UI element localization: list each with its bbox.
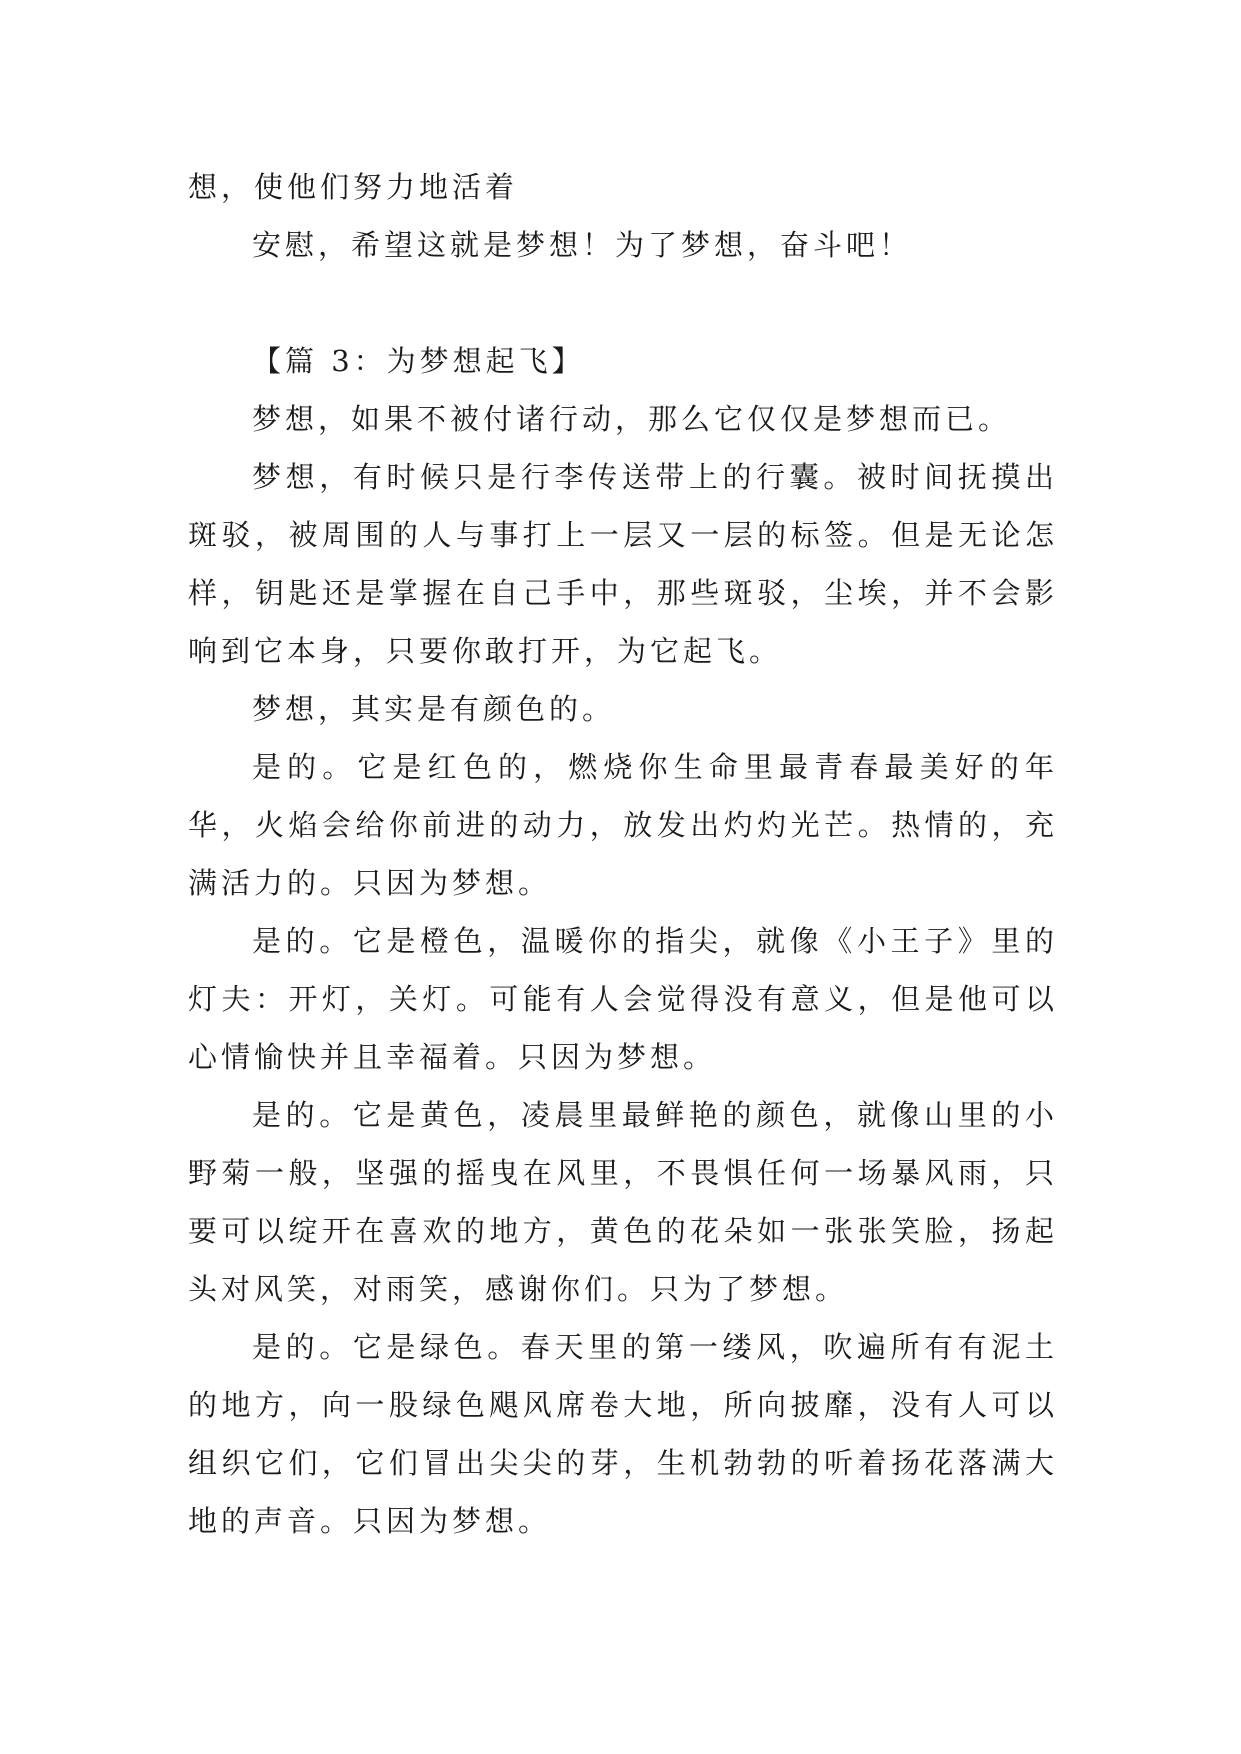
paragraph: 是的。它是橙色，温暖你的指尖，就像《小王子》里的灯夫：开灯，关灯。可能有人会觉得没有意义，但是他可以心情愉快并且幸福着。只因为梦想。 [188, 924, 1058, 1074]
document-body [188, 158, 1058, 1550]
paragraph: 梦想，有时候只是行李传送带上的行囊。被时间抚摸出斑驳，被周围的人与事打上一层又一层的标签。但是无论怎样，钥匙还是掌握在自己手中，那些斑驳，尘埃，并不会影响到它本身，只要你敢打开，为它起飞。 [188, 460, 1058, 668]
section-heading: 【篇 3：为梦想起飞】 [252, 344, 585, 378]
paragraph: 梦想，其实是有颜色的。 [252, 692, 616, 726]
paragraph: 是的。它是绿色。春天里的第一缕风，吹遍所有有泥土的地方，向一股绿色飓风席卷大地，所向披靡，没有人可以组织它们，它们冒出尖尖的芽，生机勃勃的听着扬花落满大地的声音。只因为梦想。 [188, 1330, 1058, 1538]
paragraph: 是的。它是黄色，凌晨里最鲜艳的颜色，就像山里的小野菊一般，坚强的摇曳在风里，不畏惧任何一场暴风雨，只要可以绽开在喜欢的地方，黄色的花朵如一张张笑脸，扬起头对风笑，对雨笑，感谢你们。只为了梦想。 [188, 1098, 1058, 1306]
paragraph-continuation: 想，使他们努力地活着 [188, 170, 519, 204]
paragraph: 安慰，希望这就是梦想！为了梦想，奋斗吧！ [252, 228, 913, 262]
paragraph: 梦想，如果不被付诸行动，那么它仅仅是梦想而已。 [252, 402, 1012, 436]
paragraph-gap [188, 274, 1058, 332]
paragraph: 是的。它是红色的，燃烧你生命里最青春最美好的年华，火焰会给你前进的动力，放发出灼灼光芒。热情的，充满活力的。只因为梦想。 [188, 750, 1058, 900]
